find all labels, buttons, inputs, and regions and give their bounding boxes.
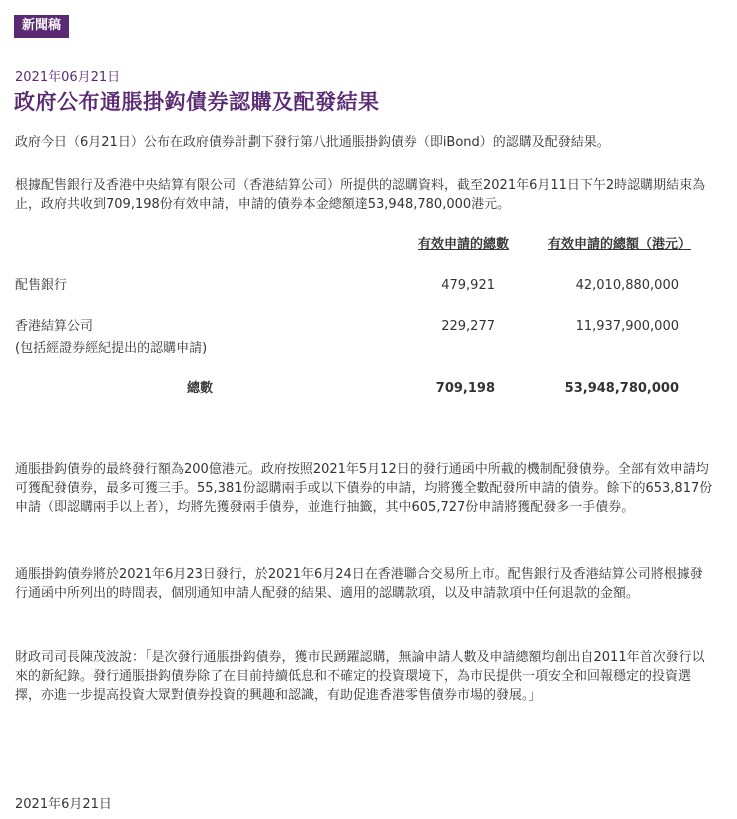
row-placing-banks-label: 配售銀行 (15, 278, 68, 293)
row-total-count: 709,198 (435, 381, 495, 396)
row-total-amount: 53,948,780,000 (564, 381, 679, 396)
row-placing-banks-amount: 42,010,880,000 (575, 278, 679, 293)
paragraph-intro: 政府今日（6月21日）公布在政府債券計劃下發行第八批通脹掛鈎債券（即iBond）的認購及配發結果。 (15, 135, 610, 150)
paragraph-issuance: 通脹掛鈎債券將於2021年6月23日發行，於2021年6月24日在香港聯合交易所上市。配售銀行及香港結算公司將根據發行通函中所列出的時間表，個別通知申請人配發的結果、適用的認購款項，以及申請款項中任何退款的金額。 (15, 567, 703, 601)
row-hkscc-count: 229,277 (441, 319, 495, 334)
press-release-badge: 新聞稿 (14, 15, 69, 38)
page-title: 政府公布通脹掛鈎債券認購及配發結果 (14, 90, 380, 114)
header-total-amount: 有效申請的總額（港元） (548, 237, 692, 252)
paragraph-allotment: 通脹掛鈎債券的最終發行額為200億港元。政府按照2021年5月12日的發行通函中所載的機制配發債券。全部有效申請均可獲配發債券，最多可獲三手。55,381份認購兩手或以下債券的申請，均將獲全數配發所申請的債券。餘下的653,817份申請（即認購兩手以上者），均將先獲發兩手債券，並進行抽籤，其中605,727份申請將獲配發多一手債券。 (15, 462, 713, 515)
row-placing-banks-count: 479,921 (441, 278, 495, 293)
paragraph-subscription: 根據配售銀行及香港中央結算有限公司（香港結算公司）所提供的認購資料，截至2021年6月11日下午2時認購期結束為止，政府共收到709,198份有效申請，申請的債券本金總額達53,948,780,000港元。 (15, 178, 706, 212)
row-hkscc-amount: 11,937,900,000 (575, 319, 679, 334)
row-hkscc-sublabel: (包括經證券經紀提出的認購申請) (15, 341, 208, 356)
header-valid-applications: 有效申請的總數 (418, 237, 510, 252)
row-hkscc-label: 香港結算公司 (15, 319, 94, 334)
paragraph-fs-quote: 財政司司長陳茂波說：「是次發行通脹掛鈎債券，獲市民踴躍認購，無論申請人數及申請總額均創出自2011年首次發行以來的新紀錄。發行通脹掛鈎債券除了在目前持續低息和不確定的投資環境下，為市民提供一項安全和回報穩定的投資選擇，亦進一步提高投資大眾對債券投資的興趣和認識，有助促進香港零售債券市場的發展。」 (15, 650, 705, 703)
footer-date: 2021年6月21日 (15, 797, 112, 812)
row-total-label: 總數 (187, 381, 214, 396)
release-date: 2021年06月21日 (15, 70, 121, 85)
